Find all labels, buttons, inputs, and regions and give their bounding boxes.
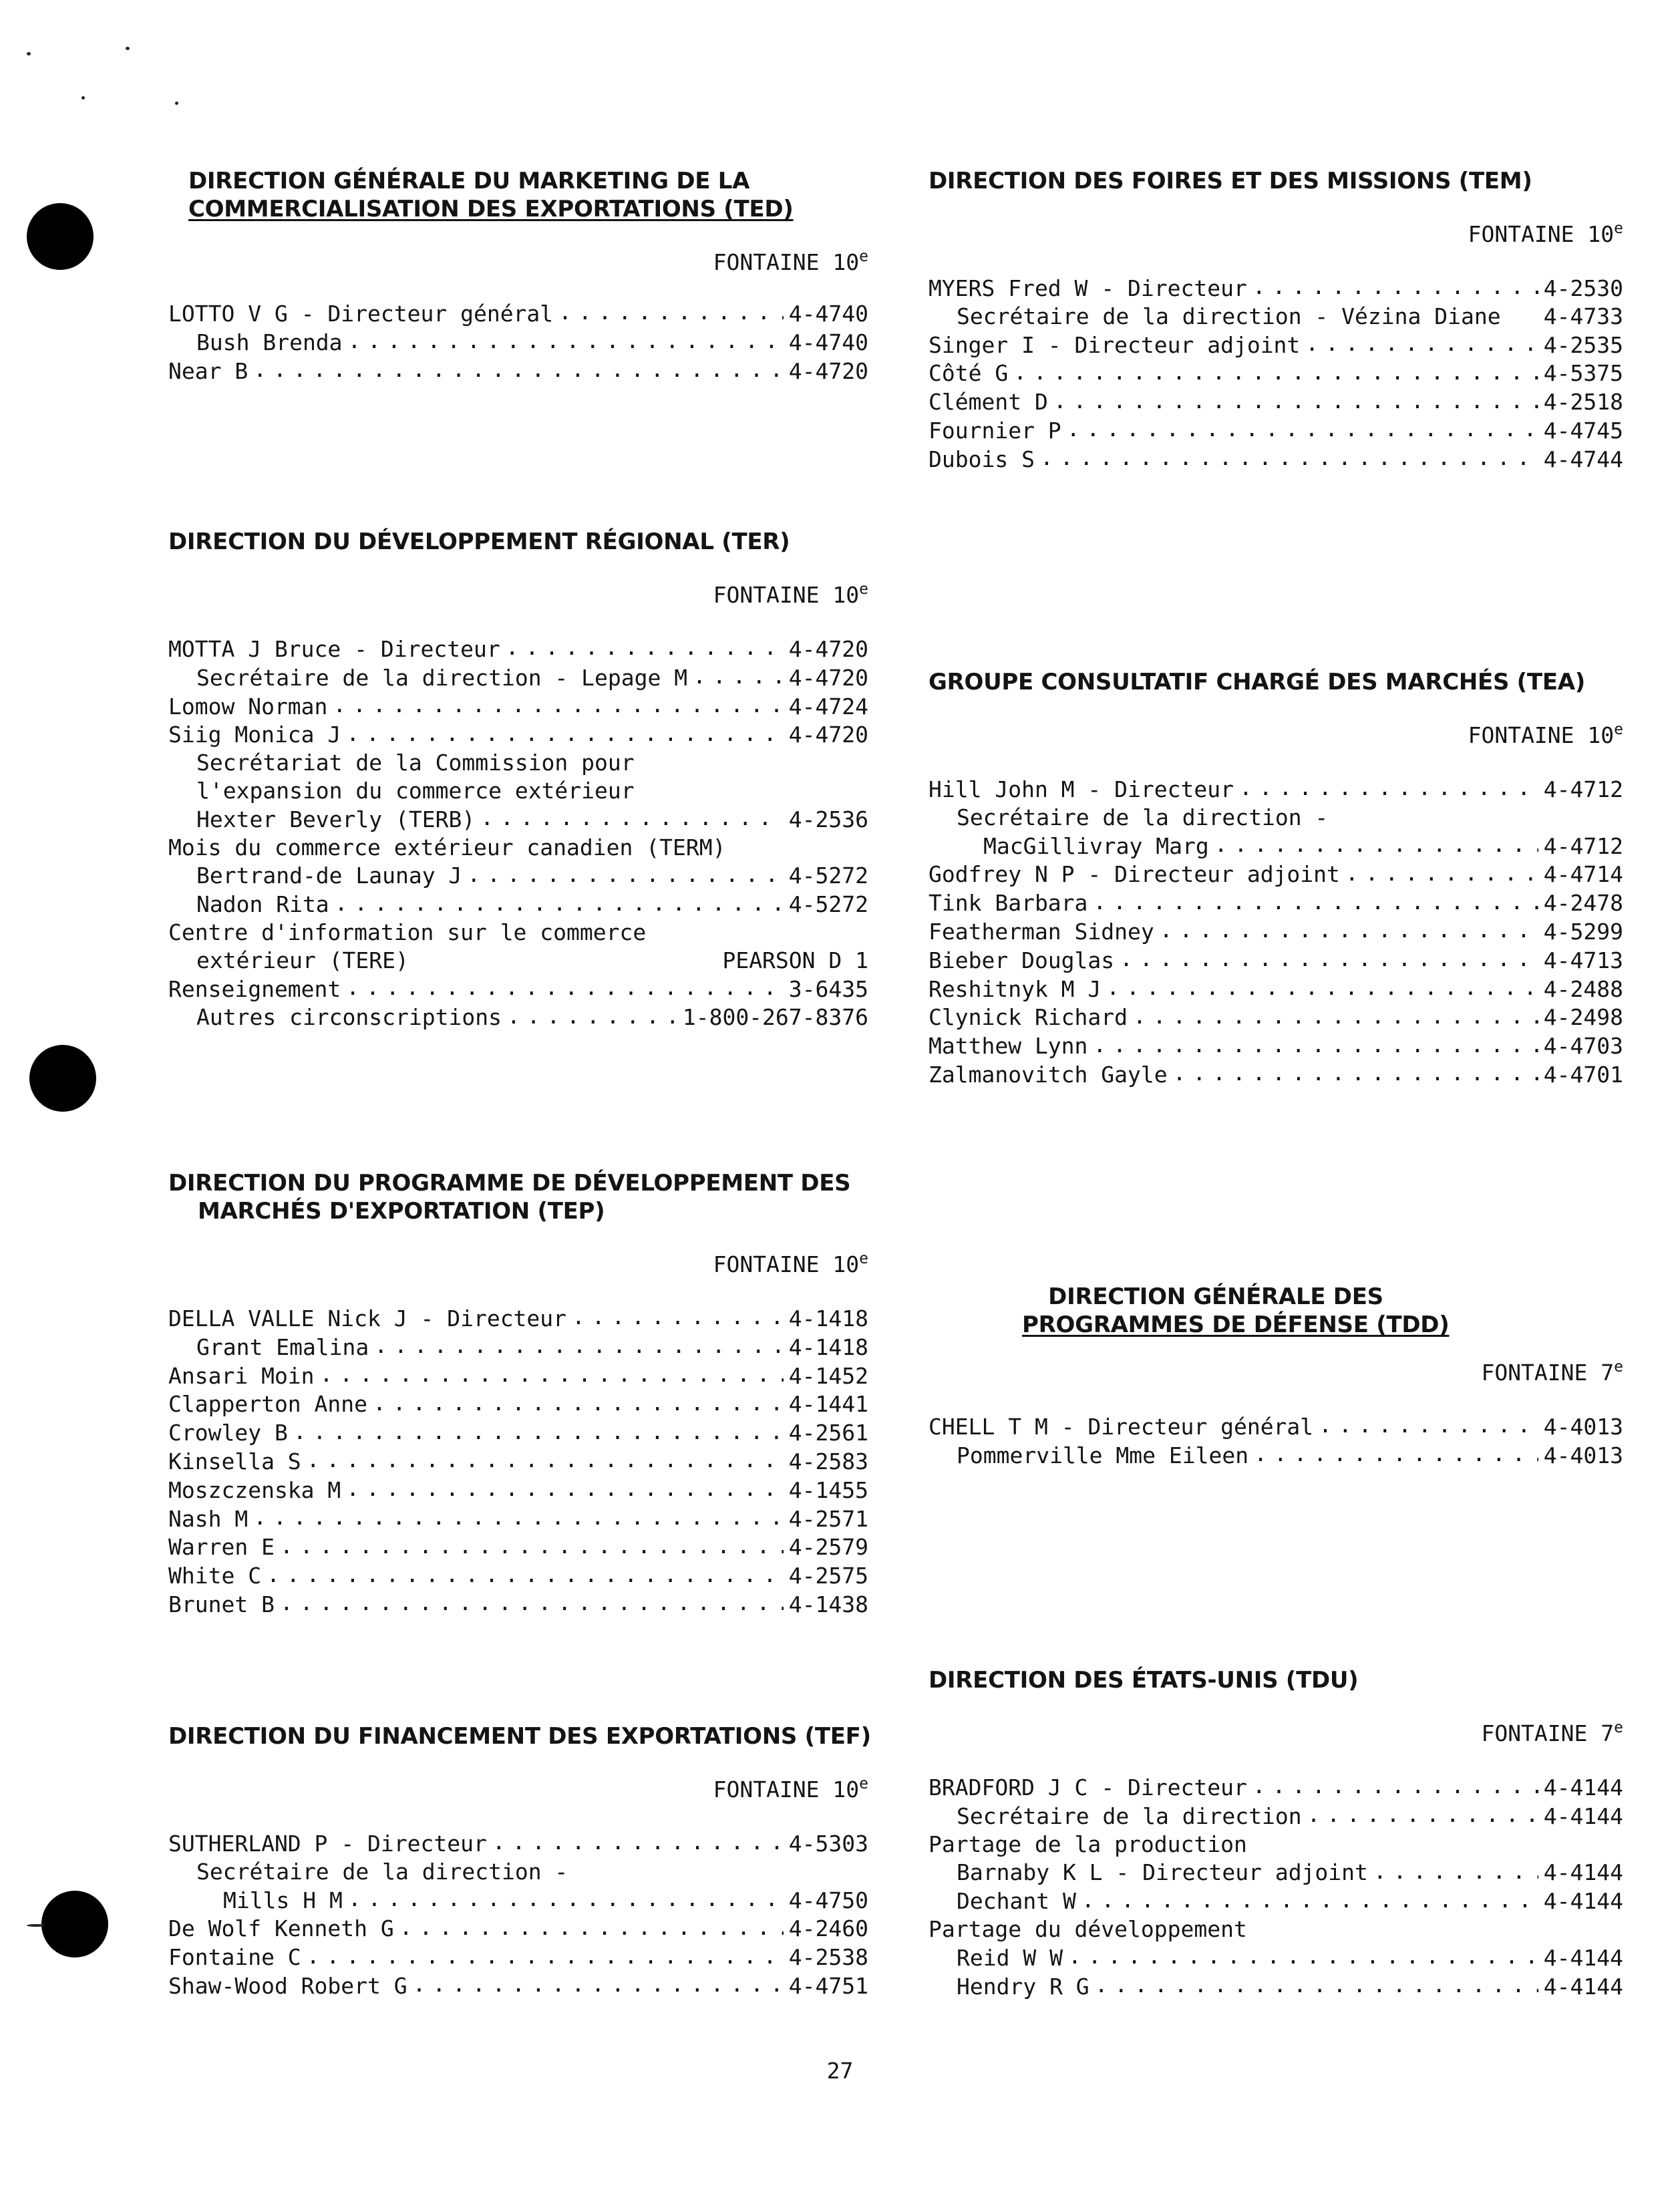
directory-entry xyxy=(929,917,1623,946)
entry-phone: 4-2478 xyxy=(1543,890,1623,917)
dot-leader xyxy=(1013,359,1538,381)
dot-leader xyxy=(1106,975,1538,997)
entry-phone: 4-2561 xyxy=(788,1420,868,1446)
entry-name: extérieur (TERE) xyxy=(196,947,409,973)
entry-list xyxy=(929,775,1623,1089)
dot-leader xyxy=(346,975,784,997)
left-column xyxy=(168,0,871,2194)
section-tdd xyxy=(929,1283,1623,1470)
directory-entry xyxy=(168,1333,868,1362)
directory-entry xyxy=(168,1447,868,1476)
location-text: FONTAINE 10 xyxy=(713,582,860,608)
dot-leader xyxy=(1067,416,1538,438)
scan-speck xyxy=(27,1924,45,1927)
directory-entry xyxy=(929,975,1623,1003)
section-title: DIRECTION DES FOIRES ET DES MISSIONS (TEM) xyxy=(929,168,1532,194)
dot-leader xyxy=(335,890,784,912)
section-title xyxy=(168,1169,868,1225)
location-text: FONTAINE 10 xyxy=(713,1776,860,1803)
dot-leader xyxy=(1133,1003,1538,1025)
directory-entry xyxy=(168,1362,868,1390)
directory-entry xyxy=(168,692,868,721)
directory-entry xyxy=(929,860,1623,889)
location-floor-sup: e xyxy=(1614,220,1623,237)
entry-name: Hill John M - Directeur xyxy=(929,776,1234,802)
dot-leader xyxy=(1053,387,1538,410)
entry-phone: 4-4720 xyxy=(788,664,868,691)
directory-entry xyxy=(168,1590,868,1619)
dot-leader xyxy=(253,1505,784,1527)
location-floor-sup: e xyxy=(1614,721,1623,738)
dot-leader xyxy=(253,357,784,379)
directory-entry xyxy=(929,1802,1623,1831)
directory-entry xyxy=(168,947,868,975)
dot-leader xyxy=(1160,917,1538,939)
entry-phone: 4-2583 xyxy=(788,1448,868,1474)
entry-name: Crowley B xyxy=(168,1420,288,1446)
dot-leader xyxy=(1093,1032,1538,1054)
dot-leader xyxy=(467,861,783,883)
directory-entry xyxy=(168,1943,868,1972)
entry-phone: 4-4144 xyxy=(1543,1803,1623,1829)
entry-name: De Wolf Kenneth G xyxy=(168,1915,394,1942)
entry-phone: 4-4720 xyxy=(788,722,868,748)
building-location xyxy=(168,1251,868,1279)
entry-phone: 4-2538 xyxy=(788,1944,868,1971)
entry-name: l'expansion du commerce extérieur xyxy=(196,777,635,804)
section-tea xyxy=(929,668,1623,1089)
location-floor-sup: e xyxy=(1614,1358,1623,1376)
directory-entry xyxy=(929,1831,1623,1859)
directory-entry xyxy=(168,1858,868,1886)
section-tef xyxy=(168,1722,871,2000)
page-number: 27 xyxy=(826,2058,854,2084)
dot-leader xyxy=(693,663,784,685)
entry-name: DELLA VALLE Nick J - Directeur xyxy=(168,1305,567,1331)
section-title-line: PROGRAMMES DE DÉFENSE (TDD) xyxy=(1022,1311,1450,1338)
entry-name: Secrétaire de la direction - Vézina Diane xyxy=(957,303,1501,329)
entry-phone: 4-4712 xyxy=(1543,832,1623,859)
directory-entry xyxy=(929,1773,1623,1802)
dot-leader xyxy=(572,1304,784,1326)
entry-phone: 4-4740 xyxy=(788,301,868,327)
directory-entry xyxy=(929,1887,1623,1915)
section-title-line: COMMERCIALISATION DES EXPORTATIONS (TED) xyxy=(188,196,794,222)
directory-entry xyxy=(168,1829,868,1858)
entry-name: Centre d'information sur le commerce xyxy=(168,919,647,945)
entry-phone: 4-1418 xyxy=(788,1305,868,1331)
entry-phone: 4-2575 xyxy=(788,1563,868,1589)
entry-name: Kinsella S xyxy=(168,1448,301,1474)
entry-name: MacGillivray Marg xyxy=(983,832,1209,859)
section-title-line: DIRECTION DU PROGRAMME DE DÉVELOPPEMENT DES xyxy=(168,1170,851,1197)
entry-phone: 4-4144 xyxy=(1543,1859,1623,1886)
entry-list xyxy=(929,274,1623,474)
entry-phone: 4-4733 xyxy=(1543,303,1623,329)
entry-name: Shaw-Wood Robert G xyxy=(168,1972,407,1999)
entry-phone: 4-4751 xyxy=(788,1972,868,1999)
entry-phone: 4-1418 xyxy=(788,1334,868,1360)
location-text: FONTAINE 7 xyxy=(1481,1360,1615,1386)
entry-phone: 4-4013 xyxy=(1543,1442,1623,1468)
building-location xyxy=(168,1776,868,1804)
entry-name: Lomow Norman xyxy=(168,693,328,720)
dot-leader xyxy=(1040,445,1538,467)
dot-leader xyxy=(1252,274,1538,296)
directory-entry xyxy=(929,1412,1623,1441)
binder-hole-middle xyxy=(29,1045,96,1112)
dot-leader xyxy=(492,1829,784,1851)
entry-name: BRADFORD J C - Directeur xyxy=(929,1774,1247,1800)
section-title: DIRECTION DU FINANCEMENT DES EXPORTATIONS (TEF) xyxy=(168,1723,871,1750)
entry-list xyxy=(168,299,868,385)
entry-phone: 4-2571 xyxy=(788,1505,868,1532)
building-location xyxy=(929,1359,1623,1387)
entry-name: Godfrey N P - Directeur adjoint xyxy=(929,861,1340,888)
directory-entry xyxy=(929,775,1623,804)
section-title xyxy=(1022,1283,1450,1339)
binder-hole-bottom xyxy=(41,1891,108,1957)
entry-name: Mois du commerce extérieur canadien (TERM) xyxy=(168,834,726,860)
directory-entry xyxy=(168,975,868,1003)
building-location xyxy=(929,722,1623,750)
building-location xyxy=(168,249,868,277)
entry-phone: 4-1438 xyxy=(788,1591,868,1617)
dot-leader xyxy=(1345,860,1538,882)
directory-entry xyxy=(929,1972,1623,2001)
directory-entry xyxy=(929,1441,1623,1470)
directory-entry xyxy=(929,1003,1623,1032)
entry-phone: 4-4144 xyxy=(1543,1944,1623,1971)
entry-name: Partage de la production xyxy=(929,1831,1247,1857)
directory-entry xyxy=(168,919,868,947)
dot-leader xyxy=(267,1561,784,1583)
entry-name: Nadon Rita xyxy=(196,891,329,918)
entry-phone: 4-4750 xyxy=(788,1887,868,1913)
directory-entry xyxy=(168,635,868,663)
building-location xyxy=(168,581,868,609)
entry-phone: 4-5303 xyxy=(788,1831,868,1857)
directory-entry xyxy=(929,946,1623,975)
entry-name: MYERS Fred W - Directeur xyxy=(929,275,1247,301)
entry-phone: 4-4714 xyxy=(1543,861,1623,888)
directory-entry xyxy=(168,1505,868,1533)
entry-phone: 1-800-267-8376 xyxy=(682,1004,868,1031)
entry-list xyxy=(929,1412,1623,1470)
entry-name: Secrétaire de la direction - xyxy=(196,1858,568,1885)
location-floor-sup: e xyxy=(1614,1719,1623,1736)
dot-leader xyxy=(280,1590,784,1612)
entry-phone: 4-2460 xyxy=(788,1915,868,1942)
section-tem xyxy=(929,167,1623,474)
entry-phone: 4-5299 xyxy=(1543,918,1623,945)
dot-leader xyxy=(1095,1972,1538,1994)
building-location xyxy=(929,1720,1623,1748)
dot-leader xyxy=(1068,1943,1538,1966)
entry-name: SUTHERLAND P - Directeur xyxy=(168,1831,487,1857)
directory-entry xyxy=(168,1533,868,1561)
entry-name: Clynick Richard xyxy=(929,1004,1128,1031)
entry-list xyxy=(168,1304,868,1619)
entry-phone: 4-4712 xyxy=(1543,776,1623,802)
entry-name: Clément D xyxy=(929,389,1048,416)
dot-leader xyxy=(333,692,783,714)
directory-entry xyxy=(929,832,1623,860)
entry-name: Bertrand-de Launay J xyxy=(196,863,462,889)
dot-leader xyxy=(293,1418,784,1440)
dot-leader xyxy=(1093,889,1538,911)
directory-entry xyxy=(929,1060,1623,1089)
entry-phone: 4-4703 xyxy=(1543,1033,1623,1060)
section-title xyxy=(188,167,794,223)
entry-phone: 4-4701 xyxy=(1543,1061,1623,1088)
directory-entry xyxy=(168,1390,868,1418)
entry-phone: 4-1441 xyxy=(788,1391,868,1418)
entry-phone: 4-4724 xyxy=(788,693,868,720)
entry-name: Singer I - Directeur adjoint xyxy=(929,331,1301,358)
directory-entry xyxy=(168,720,868,749)
directory-entry xyxy=(929,416,1623,445)
dot-leader xyxy=(1307,1802,1538,1824)
directory-entry xyxy=(929,804,1623,832)
entry-name: Zalmanovitch Gayle xyxy=(929,1061,1168,1088)
dot-leader xyxy=(1214,832,1538,854)
section-title-line: MARCHÉS D'EXPORTATION (TEP) xyxy=(198,1198,605,1225)
entry-list xyxy=(168,1829,868,2000)
entry-name: CHELL T M - Directeur général xyxy=(929,1414,1314,1440)
entry-name: MOTTA J Bruce - Directeur xyxy=(168,636,500,662)
dot-leader xyxy=(373,1390,784,1412)
entry-phone: 4-2518 xyxy=(1543,389,1623,416)
dot-leader xyxy=(558,299,784,321)
entry-phone: 4-4013 xyxy=(1543,1414,1623,1440)
entry-name: Hexter Beverly (TERB) xyxy=(196,806,476,832)
section-title: DIRECTION DU DÉVELOPPEMENT RÉGIONAL (TER) xyxy=(168,528,790,555)
entry-name: Reshitnyk M J xyxy=(929,975,1102,1002)
entry-name: Ansari Moin xyxy=(168,1362,315,1389)
directory-entry xyxy=(168,1561,868,1590)
entry-name: Clapperton Anne xyxy=(168,1391,368,1418)
entry-name: Moszczenska M xyxy=(168,1476,341,1503)
entry-name: Warren E xyxy=(168,1534,275,1561)
dot-leader xyxy=(1239,775,1538,797)
scan-speck xyxy=(81,96,85,100)
dot-leader xyxy=(1252,1773,1538,1795)
directory-entry xyxy=(168,749,868,777)
dot-leader xyxy=(507,1003,677,1025)
entry-phone: 4-2488 xyxy=(1543,975,1623,1002)
entry-phone: 4-4744 xyxy=(1543,446,1623,472)
entry-phone: 4-4144 xyxy=(1543,1888,1623,1915)
dot-leader xyxy=(1254,1441,1538,1463)
directory-entry xyxy=(168,1476,868,1505)
entry-phone: 4-2579 xyxy=(788,1534,868,1561)
entry-name: Near B xyxy=(168,357,248,384)
entry-phone: 4-2536 xyxy=(788,806,868,832)
entry-phone: 4-1452 xyxy=(788,1362,868,1389)
location-floor-sup: e xyxy=(859,1250,868,1267)
dot-leader xyxy=(374,1333,784,1355)
dot-leader xyxy=(480,805,784,827)
entry-name: Dubois S xyxy=(929,446,1035,472)
dot-leader xyxy=(320,1362,784,1384)
directory-entry xyxy=(168,1304,868,1333)
dot-leader xyxy=(1305,331,1538,353)
section-title-line: DIRECTION GÉNÉRALE DES xyxy=(1048,1283,1383,1310)
entry-phone: 4-2498 xyxy=(1543,1004,1623,1031)
directory-entry xyxy=(929,1943,1623,1972)
section-title-line: DIRECTION GÉNÉRALE DU MARKETING DE LA xyxy=(188,168,750,194)
entry-name: Nash M xyxy=(168,1505,248,1532)
dot-leader xyxy=(1373,1858,1538,1880)
directory-entry xyxy=(168,834,868,862)
directory-entry xyxy=(168,663,868,692)
dot-leader xyxy=(1120,946,1538,968)
dot-leader xyxy=(307,1447,784,1469)
entry-name: LOTTO V G - Directeur général xyxy=(168,301,554,327)
directory-entry xyxy=(168,299,868,328)
dot-leader xyxy=(280,1533,784,1555)
scan-speck xyxy=(27,52,31,55)
directory-entry xyxy=(168,328,868,357)
entry-name: Bieber Douglas xyxy=(929,947,1115,973)
section-tep xyxy=(168,1169,868,1619)
location-text: FONTAINE 10 xyxy=(1468,722,1615,748)
directory-entry xyxy=(168,1003,868,1032)
entry-name: Barnaby K L - Directeur adjoint xyxy=(957,1859,1368,1886)
section-title: GROUPE CONSULTATIF CHARGÉ DES MARCHÉS (TEA) xyxy=(929,669,1585,695)
entry-phone: 4-2535 xyxy=(1543,331,1623,358)
entry-name: Partage du développement xyxy=(929,1915,1247,1942)
entry-name: Hendry R G xyxy=(957,1973,1089,2000)
building-location xyxy=(929,220,1623,249)
directory-entry xyxy=(168,777,868,805)
location-floor-sup: e xyxy=(859,581,868,598)
dot-leader xyxy=(1081,1887,1538,1909)
directory-entry xyxy=(929,303,1623,331)
entry-name: Tink Barbara xyxy=(929,890,1088,917)
directory-entry xyxy=(168,1886,868,1915)
dot-leader xyxy=(1173,1060,1538,1082)
entry-phone: 4-5272 xyxy=(788,863,868,889)
entry-name: Secrétaire de la direction - xyxy=(957,804,1329,830)
entry-name: Featherman Sidney xyxy=(929,918,1154,945)
entry-name: White C xyxy=(168,1563,262,1589)
entry-phone: 4-4720 xyxy=(788,357,868,384)
directory-entry xyxy=(929,274,1623,303)
dot-leader xyxy=(506,635,784,657)
directory-entry xyxy=(929,1858,1623,1887)
entry-name: Fontaine C xyxy=(168,1944,301,1971)
entry-name: Côté G xyxy=(929,360,1009,387)
directory-entry xyxy=(929,1032,1623,1060)
directory-entry xyxy=(929,445,1623,474)
entry-name: Matthew Lynn xyxy=(929,1033,1088,1060)
entry-list xyxy=(929,1773,1623,2000)
entry-name: Secrétaire de la direction xyxy=(957,1803,1302,1829)
binder-hole-top xyxy=(27,203,94,270)
directory-entry xyxy=(168,890,868,919)
entry-name: Bush Brenda xyxy=(196,329,343,355)
entry-name: Mills H M xyxy=(223,1887,343,1913)
dot-leader xyxy=(348,328,784,350)
section-ted xyxy=(168,167,868,385)
directory-entry xyxy=(929,387,1623,416)
entry-name: Autres circonscriptions xyxy=(196,1004,502,1031)
entry-phone: 4-5272 xyxy=(788,891,868,918)
entry-phone: 4-4720 xyxy=(788,636,868,662)
directory-entry xyxy=(168,861,868,890)
location-text: FONTAINE 7 xyxy=(1481,1720,1615,1746)
entry-list xyxy=(168,635,868,1032)
directory-entry xyxy=(929,331,1623,359)
entry-phone: 4-4144 xyxy=(1543,1973,1623,2000)
section-ter xyxy=(168,528,868,1032)
dot-leader xyxy=(399,1914,784,1936)
directory-entry xyxy=(929,1915,1623,1943)
directory-entry xyxy=(168,1914,868,1943)
section-tdu xyxy=(929,1666,1623,2000)
right-column xyxy=(929,0,1623,2194)
entry-name: Pommerville Mme Eileen xyxy=(957,1442,1249,1468)
dot-leader xyxy=(307,1943,784,1965)
entry-phone: 4-4745 xyxy=(1543,417,1623,444)
entry-name: Renseignement xyxy=(168,975,341,1002)
dot-leader xyxy=(346,1476,784,1498)
location-floor-sup: e xyxy=(859,248,868,265)
dot-leader xyxy=(348,1886,784,1908)
entry-phone: 4-4144 xyxy=(1543,1774,1623,1800)
entry-name: Siig Monica J xyxy=(168,722,341,748)
entry-phone: 4-2530 xyxy=(1543,275,1623,301)
entry-phone: PEARSON D 1 xyxy=(722,947,868,973)
directory-entry xyxy=(929,359,1623,387)
location-floor-sup: e xyxy=(859,1775,868,1792)
dot-leader xyxy=(413,1972,784,1994)
section-title: DIRECTION DES ÉTATS-UNIS (TDU) xyxy=(929,1667,1359,1694)
directory-entry xyxy=(929,889,1623,917)
entry-phone: 4-1455 xyxy=(788,1476,868,1503)
directory-entry xyxy=(168,1972,868,2000)
location-text: FONTAINE 10 xyxy=(713,249,860,275)
entry-name: Secrétariat de la Commission pour xyxy=(196,750,635,776)
directory-entry xyxy=(168,1418,868,1447)
entry-name: Secrétaire de la direction - Lepage M xyxy=(196,664,688,691)
entry-phone: 4-5375 xyxy=(1543,360,1623,387)
entry-phone: 4-4740 xyxy=(788,329,868,355)
location-text: FONTAINE 10 xyxy=(713,1251,860,1277)
directory-entry xyxy=(168,805,868,834)
dot-leader xyxy=(1319,1412,1538,1434)
entry-name: Reid W W xyxy=(957,1944,1063,1971)
location-text: FONTAINE 10 xyxy=(1468,221,1615,247)
entry-name: Brunet B xyxy=(168,1591,275,1617)
entry-name: Grant Emalina xyxy=(196,1334,369,1360)
entry-phone: 3-6435 xyxy=(788,975,868,1002)
entry-name: Fournier P xyxy=(929,417,1061,444)
directory-entry xyxy=(168,357,868,385)
entry-phone: 4-4713 xyxy=(1543,947,1623,973)
dot-leader xyxy=(346,720,784,742)
scan-speck xyxy=(126,47,130,50)
entry-name: Dechant W xyxy=(957,1888,1076,1915)
